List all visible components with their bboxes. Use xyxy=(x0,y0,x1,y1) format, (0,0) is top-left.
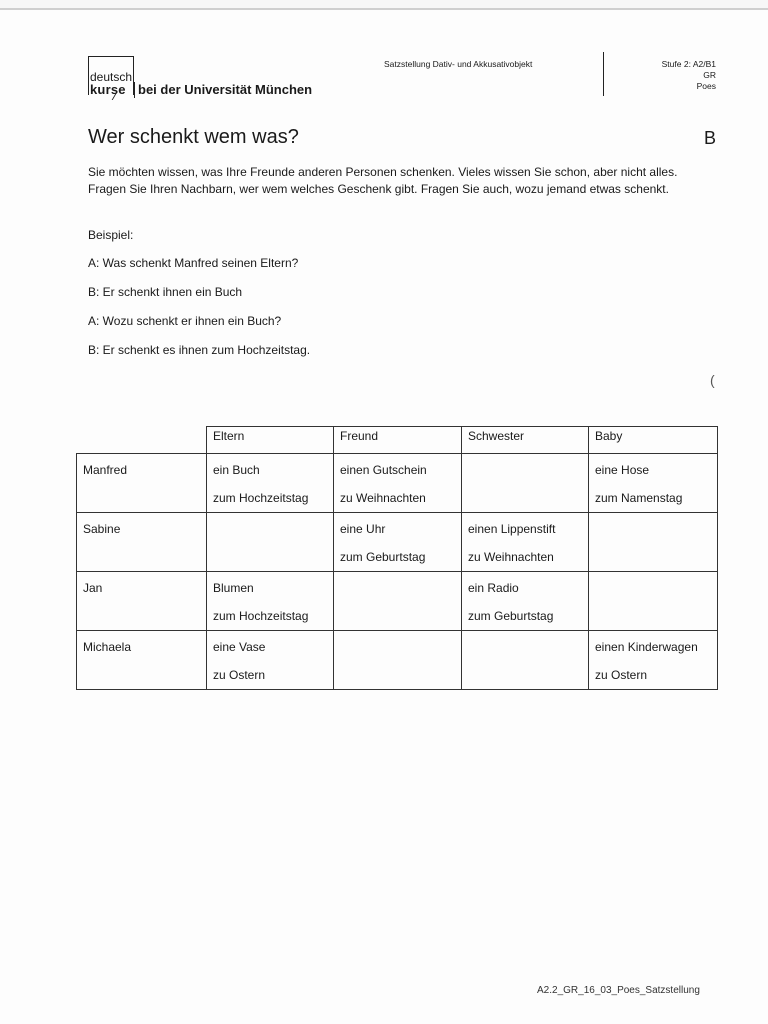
table-cell xyxy=(334,572,462,631)
logo-university: bei der Universität München xyxy=(138,82,313,97)
header-subject: GR xyxy=(703,70,716,80)
column-header: Freund xyxy=(334,427,462,454)
header-topic: Satzstellung Dativ- und Akkusativobjekt xyxy=(384,59,533,69)
table-cell xyxy=(334,513,462,572)
table-cell xyxy=(589,454,718,513)
row-name: Manfred xyxy=(77,454,207,513)
table-cell xyxy=(334,631,462,690)
table-cell xyxy=(207,454,334,513)
table-cell xyxy=(462,572,589,631)
dialogue-line: A: Wozu schenkt er ihnen ein Buch? xyxy=(88,314,282,328)
occasion: zu Ostern xyxy=(213,668,266,682)
table-cell xyxy=(462,513,589,572)
logo xyxy=(88,46,348,106)
gift-table xyxy=(76,426,718,690)
occasion: zu Ostern xyxy=(595,668,648,682)
table-cell xyxy=(589,572,718,631)
header-author: Poes xyxy=(696,81,716,91)
row-name: Sabine xyxy=(77,513,207,572)
occasion: zum Hochzeitstag xyxy=(213,491,309,505)
column-header: Eltern xyxy=(207,427,334,454)
gift: einen Gutschein xyxy=(340,463,427,477)
gift: einen Lippenstift xyxy=(468,522,556,536)
logo-word-deutsch: deutsch xyxy=(90,70,133,84)
table-header-row xyxy=(77,427,718,454)
table-cell xyxy=(589,513,718,572)
gift: eine Uhr xyxy=(340,522,386,536)
table-cell xyxy=(589,631,718,690)
gift: ein Buch xyxy=(213,463,260,477)
gift: eine Hose xyxy=(595,463,650,477)
gift: eine Vase xyxy=(213,640,266,654)
logo-word-kurse: kurse xyxy=(90,82,126,97)
occasion: zu Weihnachten xyxy=(468,550,554,564)
stray-mark: ( xyxy=(710,372,715,388)
column-header: Baby xyxy=(589,427,718,454)
header-level: Stufe 2: A2/B1 xyxy=(661,59,716,69)
header-divider xyxy=(603,52,604,96)
table-cell xyxy=(207,572,334,631)
table-row xyxy=(77,513,718,572)
table-row xyxy=(77,572,718,631)
gift: einen Kinderwagen xyxy=(595,640,698,654)
page-title: Wer schenkt wem was? xyxy=(88,126,299,148)
example-label: Beispiel: xyxy=(88,228,134,242)
variant-letter: B xyxy=(704,128,717,148)
table-row xyxy=(77,631,718,690)
gift: Blumen xyxy=(213,581,254,595)
dialogue-line: A: Was schenkt Manfred seinen Eltern? xyxy=(88,256,299,270)
table-row xyxy=(77,454,718,513)
header-meta xyxy=(610,59,716,92)
table-corner-cell xyxy=(77,427,207,454)
occasion: zum Geburtstag xyxy=(340,550,426,564)
row-name: Michaela xyxy=(77,631,207,690)
logo-separator xyxy=(134,82,135,98)
gift: ein Radio xyxy=(468,581,519,595)
table-cell xyxy=(207,513,334,572)
occasion: zum Namenstag xyxy=(595,491,683,505)
table-cell xyxy=(462,631,589,690)
footer-file-id: A2.2_GR_16_03_Poes_Satzstellung xyxy=(537,985,700,996)
table-cell xyxy=(334,454,462,513)
occasion: zum Hochzeitstag xyxy=(213,609,309,623)
row-name: Jan xyxy=(77,572,207,631)
intro-text: Sie möchten wissen, was Ihre Freunde anderen Personen schenken. Vieles wissen Sie schon, aber nicht alles. Fragen Sie Ihren Nachbarn, wer wem welches Geschenk gibt. Fragen Sie auch, wozu jemand etwas schenkt. xyxy=(88,165,678,196)
dialogue-line: B: Er schenkt es ihnen zum Hochzeitstag. xyxy=(88,343,311,357)
occasion: zu Weihnachten xyxy=(340,491,426,505)
table-cell xyxy=(207,631,334,690)
occasion: zum Geburtstag xyxy=(468,609,554,623)
dialogue-line: B: Er schenkt ihnen ein Buch xyxy=(88,285,243,299)
table-cell xyxy=(462,454,589,513)
column-header: Schwester xyxy=(462,427,589,454)
